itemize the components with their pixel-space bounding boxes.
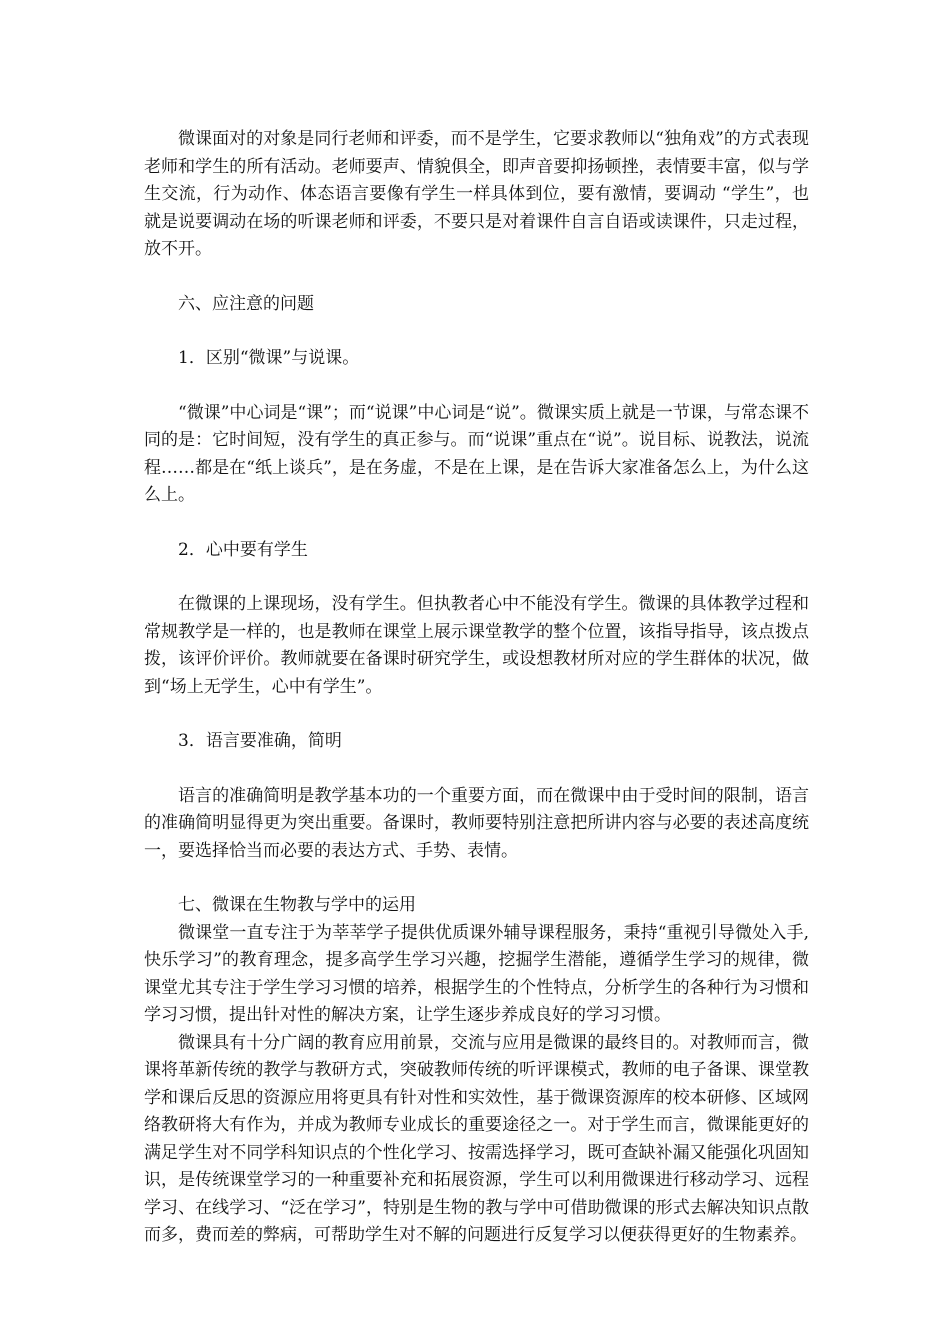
- paragraph-7-1: 微课堂一直专注于为莘莘学子提供优质课外辅导课程服务，秉持“重视引导微处入手,快乐学习”的教育理念，提多高学生学习兴趣，挖掘学生潜能，遵循学生学习的规律，微课堂尤其专注于学生学习习惯的培养，根据学生的个性特点，分析学生的各种行为习惯和学习习惯，提出针对性的解决方案，让学生逐步养成良好的学习习惯。: [144, 922, 809, 1025]
- section-heading-7: 七、微课在生物教与学中的运用: [178, 895, 416, 915]
- subsection-heading-6-2: 2．心中要有学生: [178, 539, 308, 560]
- paragraph-intro: 微课面对的对象是同行老师和评委，而不是学生，它要求教师以“独角戏”的方式表现老师和学生的所有活动。老师要声、情貌俱全，即声音要抑扬顿挫，表情要丰富，似与学生交流，行为动作、体态语言要像有学生一样具体到位，要有激情，要调动 “学生”，也就是说要调动在场的听课老师和评委，不要只是对着课件自言自语或读课件，只走过程，放不开。: [144, 129, 809, 259]
- section-heading-6: 六、应注意的问题: [178, 293, 314, 314]
- document-body: [144, 126, 809, 1250]
- subsection-heading-6-1: 1．区别“微课”与说课。: [178, 348, 360, 368]
- paragraph-6-1: “微课”中心词是“课”；而“说课”中心词是“说”。微课实质上就是一节课，与常态课不同的是：它时间短，没有学生的真正参与。而“说课”重点在“说”。说目标、说教法，说流程……都是在“纸上谈兵”，是在务虚，不是在上课，是在告诉大家准备怎么上，为什么这么上。: [144, 402, 809, 505]
- paragraph-6-2: 在微课的上课现场，没有学生。但执教者心中不能没有学生。微课的具体教学过程和常规教学是一样的，也是教师在课堂上展示课堂教学的整个位置，该指导指导，该点拨点拨，该评价评价。教师就要在备课时研究学生，或设想教材所对应的学生群体的状况，做到“场上无学生，心中有学生”。: [144, 594, 809, 697]
- paragraph-7-2: 微课具有十分广阔的教育应用前景，交流与应用是微课的最终目的。对教师而言，微课将革新传统的教学与教研方式，突破教师传统的听评课模式，教师的电子备课、课堂教学和课后反思的资源应用将更具有针对性和实效性，基于微课资源库的校本研修、区域网络教研将大有作为，并成为教师专业成长的重要途径之一。对于学生而言，微课能更好的满足学生对不同学科知识点的个性化学习、按需选择学习，既可查缺补漏又能强化巩固知识，是传统课堂学习的一种重要补充和拓展资源，学生可以利用微课进行移动学习、远程学习、在线学习、“泛在学习”，特别是生物的教与学中可借助微课的形式去解决知识点散而多，费而差的弊病，可帮助学生对不解的问题进行反复学习以便获得更好的生物素养。: [144, 1032, 809, 1245]
- paragraph-6-3: 语言的准确简明是教学基本功的一个重要方面，而在微课中由于受时间的限制，语言的准确简明显得更为突出重要。备课时，教师要特别注意把所讲内容与必要的表述高度统一，要选择恰当而必要的表达方式、手势、表情。: [144, 785, 809, 861]
- subsection-heading-6-3: 3．语言要准确，简明: [178, 731, 342, 751]
